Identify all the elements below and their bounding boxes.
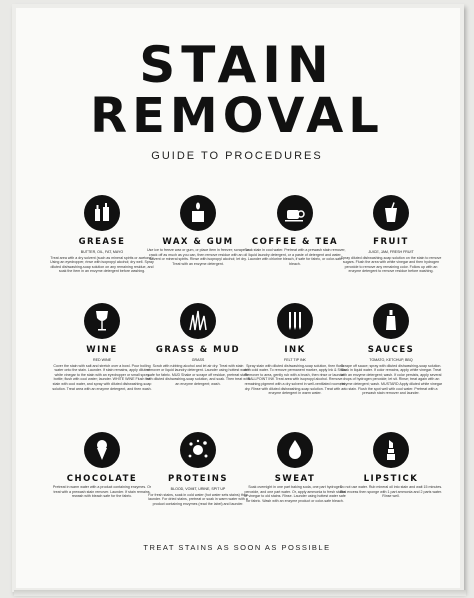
wine-glass-icon	[84, 303, 120, 339]
footer-note: TREAT STAINS AS SOON AS POSSIBLE	[143, 543, 331, 552]
title-line-1: STAIN	[139, 36, 335, 94]
stain-cell-wax-gum	[146, 195, 250, 266]
stain-text: Spray stain with diluted dishwashing-soap solution, then flush with cold water. To remove permanent marker, apply Ink & Stain Remover to area, gently rub with a brush, then rinse or launder. BALLPOINT INK Treat area with isopropyl alcohol. Remove remaining pigment with a dry solvent in well-ventilated room; let dry. Rinse with diluted dishwashing-soap solution. Treat with an enzyme detergent in warm water.	[244, 363, 346, 396]
stain-caption: TOMATO, KETCHUP, BBQ	[369, 358, 413, 362]
frame-shadow	[14, 590, 466, 596]
stain-text: Cover the stain with salt and stretch over a bowl. Pour boiling water onto the stain. Launder. If stain remains, apply diluted white vinegar to the stain with an eyedropper or small spray bottle; flush with cool water; launder. WHITE WINE Flush the stain with cool water, and spray with diluted dishwashing-soap solution. Treat area with an enzyme detergent, and then wash.	[52, 363, 152, 391]
stain-text: Do not use water. Rub mineral oil into stain and wait 15 minutes. Blot excess then sponge with 1 part ammonia and 2 parts water. Rinse well.	[339, 485, 443, 499]
stain-caption: GRASS	[191, 358, 205, 362]
stain-cell-grease	[50, 195, 154, 274]
drop-icon	[277, 432, 313, 468]
stain-name: GREASE	[78, 237, 126, 247]
stain-text: Pretreat in warm water with a product containing enzymes. Or treat with a prewash stain remover. Launder. If stain remains, rewash with bleach safe for the fabric.	[52, 485, 152, 499]
stain-name: WAX & GUM	[162, 237, 234, 247]
stain-name: GRASS & MUD	[155, 345, 241, 355]
stain-name: INK	[284, 345, 306, 355]
lipstick-icon	[373, 432, 409, 468]
ice-cream-icon	[84, 432, 120, 468]
stain-cell-sweat	[243, 432, 347, 503]
coffee-cup-icon	[277, 195, 313, 231]
stain-name: FRUIT	[373, 237, 409, 247]
stain-text: Scrub with rubbing alcohol and let air dry. Treat with stain remover or liquid laundry detergent. Launder using hottest water safe for fabric. MUD Shake or scrape off residue, pretreat stain with diluted dishwashing-soap solution, and soak. Then treat with an enzyme detergent; wash.	[146, 363, 250, 386]
splat-icon	[180, 432, 216, 468]
stain-caption: BLOOD, VOMIT, URINE, SPIT UP	[170, 487, 226, 491]
bottles-icon	[84, 195, 120, 231]
juice-icon	[373, 195, 409, 231]
title-line-2: REMOVAL	[90, 88, 384, 144]
stain-text: Scrape off sauce; spray with diluted dishwashing-soap solution. Soak in liquid water. If color remains, apply white vinegar. Treat with an enzyme detergent; wash. If color persists, apply several drops of hydrogen peroxide; let sit. Rinse; treat again with an enzyme detergent; wash. MUSTARD Apply diluted white vinegar to stain. Flush the spot well with cool water. Pretreat with a prewash stain remover and launder.	[339, 363, 443, 396]
stain-name: SAUCES	[367, 345, 415, 355]
stain-cell-lipstick	[339, 432, 443, 499]
stain-caption: BUTTER, OIL, FAT, MAYO	[80, 250, 124, 254]
stain-text: Soak stain in cool water. Pretreat with a prewash stain remover, liquid laundry detergent, or a paste of detergent and water. Launder with chlorine bleach, if safe for fabric, or color-safe bleach.	[244, 248, 346, 266]
subtitle: GUIDE TO PROCEDURES	[151, 150, 323, 162]
sauce-bottle-icon	[373, 303, 409, 339]
stain-text: Treat area with a dry solvent (such as mineral spirits or acetone). Using an eyedropper, rinse with isopropyl alcohol; dry well. Spray diluted dishwashing-soap solution on any remaining residue, and soak the item in an enzyme detergent before washing.	[50, 255, 154, 274]
stain-name: LIPSTICK	[363, 474, 419, 484]
stain-cell-ink	[243, 303, 347, 396]
stain-cell-coffee-tea	[243, 195, 347, 266]
grass-icon	[180, 303, 216, 339]
stain-name: CHOCOLATE	[66, 474, 138, 484]
stain-name: COFFEE & TEA	[251, 237, 339, 247]
stain-caption: RED WINE	[93, 358, 111, 362]
stain-caption: FELT TIP INK	[284, 358, 306, 362]
stain-name: SWEAT	[274, 474, 316, 484]
stain-cell-wine	[50, 303, 154, 391]
stain-name: WINE	[86, 345, 118, 355]
stain-cell-fruit	[339, 195, 443, 274]
stain-caption: JUICE, JAM, FRESH FRUIT	[368, 250, 414, 254]
stain-text: Soak overnight in one part baking soda, one part hydrogen peroxide, and one part water. Or, apply ammonia to fresh stains or vinegar to old stains. Rinse. Launder using hottest water safe for fabric. Wash with an enzyme product or color-safe bleach.	[244, 485, 346, 503]
stain-text: For fresh stains, soak in cold water (hot water sets stains) then launder. For dried stains, pretreat or soak in warm water with a product containing enzymes (read the label) and launder.	[148, 492, 248, 506]
stain-text: Spray diluted dishwashing-soap solution on the stain to remove sugars. Flush the area with white vinegar and then hydrogen peroxide to remove any remaining color. Follow up with an enzyme detergent to remove residue before washing.	[340, 255, 442, 274]
stain-name: PROTEINS	[167, 474, 228, 484]
candle-icon	[180, 195, 216, 231]
stain-text: Use ice to freeze wax or gum, or place item in freezer; scrape or crack off as much as you can, then remove residue with an oil solvent or mineral spirits. Rinse with isopropyl alcohol; let dry. Treat with an enzyme detergent.	[146, 248, 250, 266]
stain-cell-proteins	[146, 432, 250, 506]
stain-cell-sauces	[339, 303, 443, 396]
pens-icon	[277, 303, 313, 339]
stain-cell-grass-mud	[146, 303, 250, 387]
stain-cell-chocolate	[50, 432, 154, 499]
